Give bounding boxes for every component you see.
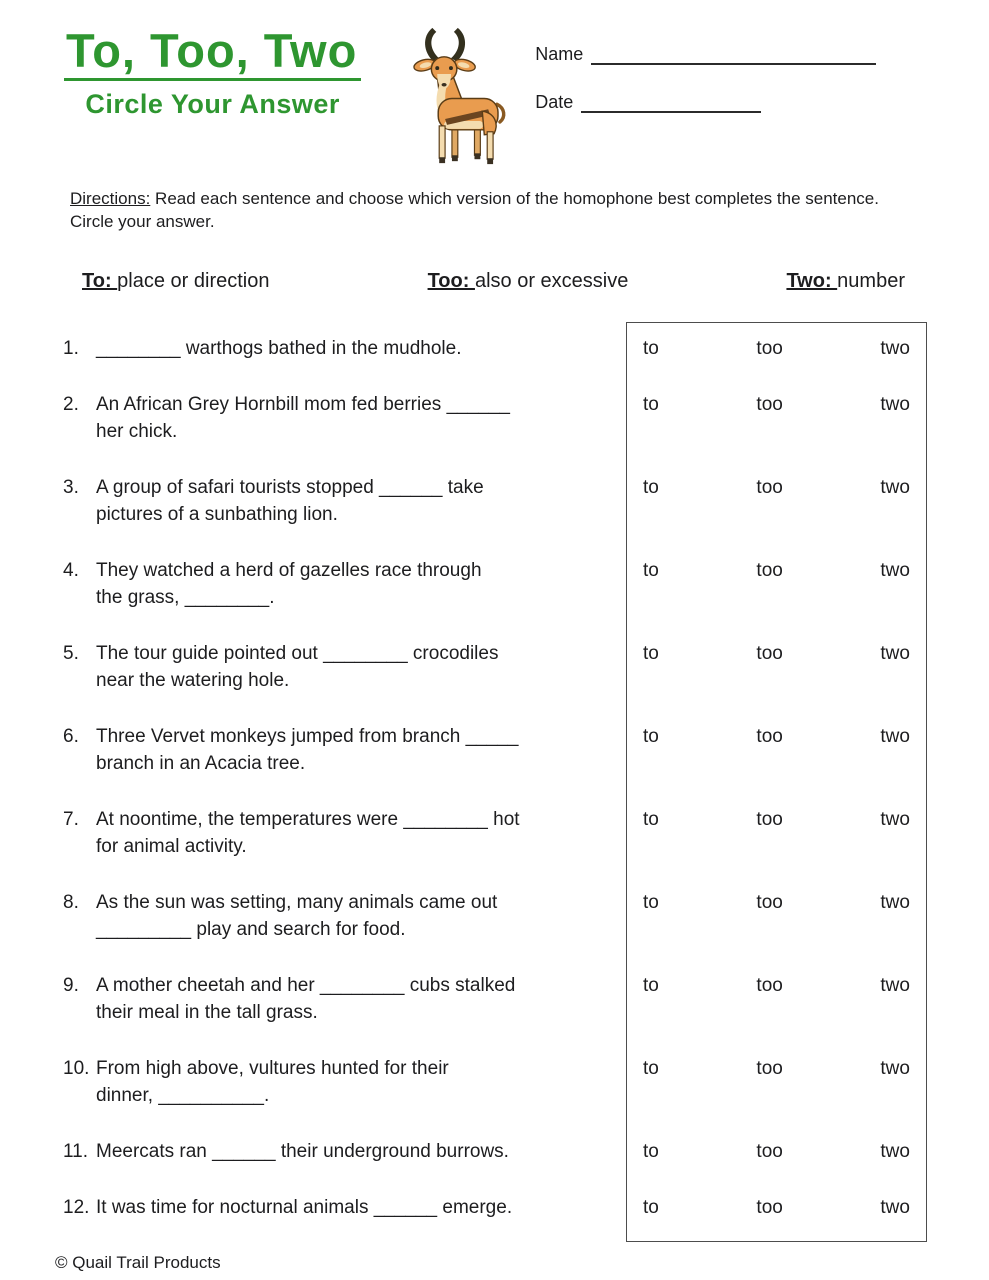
key-desc-to: place or direction: [117, 270, 270, 292]
answer-options-row-2: [626, 391, 927, 418]
answer-option-two[interactable]: two: [880, 892, 910, 913]
question-text-line: Meercats ran ______ their underground burrows.: [96, 1141, 509, 1162]
answer-options-row-4: [626, 557, 927, 584]
question-row-8: [0, 889, 989, 972]
question-row-7: [0, 806, 989, 889]
answer-option-to[interactable]: to: [643, 338, 659, 359]
question-text-line: her chick.: [96, 421, 178, 442]
question-text-line: They watched a herd of gazelles race through: [96, 560, 482, 581]
date-label: Date: [535, 92, 574, 112]
question-number: 5.: [63, 643, 79, 664]
answer-options-row-10: [626, 1055, 927, 1082]
name-label: Name: [535, 44, 584, 64]
answer-option-too[interactable]: too: [756, 1141, 783, 1162]
answer-option-too[interactable]: too: [756, 726, 783, 747]
directions-label: Directions:: [70, 189, 151, 208]
question-number: 1.: [63, 338, 79, 359]
date-row: [535, 92, 943, 113]
question-text-line: A mother cheetah and her ________ cubs stalked: [96, 975, 516, 996]
question-text-line: A group of safari tourists stopped ______ take: [96, 477, 484, 498]
answer-option-to[interactable]: to: [643, 726, 659, 747]
question-text: [96, 474, 484, 528]
question-text-line: for animal activity.: [96, 836, 247, 857]
key-item-two: [786, 270, 905, 293]
question-row-12: [0, 1194, 989, 1221]
answer-option-to[interactable]: to: [643, 1058, 659, 1079]
question-6: [0, 723, 626, 777]
question-text-line: pictures of a sunbathing lion.: [96, 504, 338, 525]
answer-options-row-1: [626, 335, 927, 362]
question-text-line: near the watering hole.: [96, 670, 290, 691]
directions-text: Read each sentence and choose which version of the homophone best completes the sentence. Circle your answer.: [70, 189, 879, 231]
question-number: 9.: [63, 975, 79, 996]
question-row-5: [0, 640, 989, 723]
key-item-to: [82, 270, 269, 293]
question-text-line: At noontime, the temperatures were ________ hot: [96, 809, 520, 830]
answer-options-row-5: [626, 640, 927, 667]
question-text: [96, 972, 515, 1026]
answer-options-row-3: [626, 474, 927, 501]
answer-option-to[interactable]: to: [643, 892, 659, 913]
question-4: [0, 557, 626, 611]
question-text-line: From high above, vultures hunted for their: [96, 1058, 449, 1079]
question-text-line: the grass, ________.: [96, 587, 275, 608]
key-term-too: Too:: [427, 270, 475, 292]
question-9: [0, 972, 626, 1026]
question-number: 11.: [63, 1141, 89, 1162]
question-row-4: [0, 557, 989, 640]
answer-options-row-12: [626, 1194, 927, 1221]
question-text: [96, 1138, 509, 1165]
question-row-1: [0, 335, 989, 391]
question-11: [0, 1138, 626, 1165]
answer-option-to[interactable]: to: [643, 477, 659, 498]
answer-option-to[interactable]: to: [643, 394, 659, 415]
question-number: 2.: [63, 394, 79, 415]
answer-option-to[interactable]: to: [643, 1141, 659, 1162]
question-row-3: [0, 474, 989, 557]
answer-option-too[interactable]: too: [756, 643, 783, 664]
answer-option-too[interactable]: too: [756, 477, 783, 498]
answer-option-to[interactable]: to: [643, 975, 659, 996]
question-10: [0, 1055, 626, 1109]
question-number: 6.: [63, 726, 79, 747]
question-text: [96, 640, 498, 694]
answer-options-row-8: [626, 889, 927, 916]
answer-option-too[interactable]: too: [756, 1058, 783, 1079]
answer-option-too[interactable]: too: [756, 809, 783, 830]
answer-option-two[interactable]: two: [880, 726, 910, 747]
homophone-key: [82, 270, 905, 293]
question-rows: [0, 335, 989, 1221]
question-row-6: [0, 723, 989, 806]
answer-option-two[interactable]: two: [880, 975, 910, 996]
answer-option-two[interactable]: two: [880, 643, 910, 664]
answer-option-two[interactable]: two: [880, 477, 910, 498]
question-text: [96, 557, 482, 611]
question-number: 12.: [63, 1197, 90, 1218]
question-12: [0, 1194, 626, 1221]
question-text-line: Three Vervet monkeys jumped from branch _____: [96, 726, 519, 747]
question-7: [0, 806, 626, 860]
question-text: [96, 723, 518, 777]
answer-option-two[interactable]: two: [880, 394, 910, 415]
question-text-line: branch in an Acacia tree.: [96, 753, 306, 774]
answer-option-too[interactable]: too: [756, 394, 783, 415]
answer-options-row-7: [626, 806, 927, 833]
answer-options-row-11: [626, 1138, 927, 1165]
question-text-line: As the sun was setting, many animals came out: [96, 892, 498, 913]
question-text-line: their meal in the tall grass.: [96, 1002, 318, 1023]
question-text-line: It was time for nocturnal animals ______ emerge.: [96, 1197, 513, 1218]
question-2: [0, 391, 626, 445]
question-number: 7.: [63, 809, 79, 830]
answer-option-to[interactable]: to: [643, 1197, 659, 1218]
name-blank-line[interactable]: [591, 45, 876, 65]
question-number: 3.: [63, 477, 79, 498]
answer-option-too[interactable]: too: [756, 1197, 783, 1218]
answer-option-two[interactable]: two: [880, 338, 910, 359]
answer-option-too[interactable]: too: [756, 892, 783, 913]
key-term-two: Two:: [786, 270, 838, 292]
question-number: 8.: [63, 892, 79, 913]
question-text: [96, 1194, 512, 1221]
question-row-10: [0, 1055, 989, 1138]
question-number: 4.: [63, 560, 79, 581]
key-desc-two: number: [837, 270, 905, 292]
question-text-line: An African Grey Hornbill mom fed berries ______: [96, 394, 510, 415]
key-item-too: [428, 270, 629, 293]
question-text: [96, 391, 510, 445]
question-text-line: The tour guide pointed out ________ crocodiles: [96, 643, 499, 664]
key-desc-too: also or excessive: [474, 270, 629, 292]
key-term-to: To:: [82, 270, 118, 292]
title-block: [64, 26, 361, 120]
name-row: [535, 44, 943, 65]
question-3: [0, 474, 626, 528]
question-row-9: [0, 972, 989, 1055]
question-text-line: ________ warthogs bathed in the mudhole.: [96, 338, 462, 359]
answer-option-to[interactable]: to: [643, 643, 659, 664]
answer-options-row-6: [626, 723, 927, 750]
question-text: [96, 1055, 449, 1109]
question-5: [0, 640, 626, 694]
question-text: [96, 335, 462, 362]
header: [0, 0, 989, 174]
answer-option-too[interactable]: too: [756, 975, 783, 996]
answer-options-row-9: [626, 972, 927, 999]
date-blank-line[interactable]: [581, 93, 761, 113]
answer-option-two[interactable]: two: [880, 560, 910, 581]
answer-option-to[interactable]: to: [643, 560, 659, 581]
gazelle-icon: [389, 24, 509, 169]
question-row-11: [0, 1138, 989, 1194]
question-8: [0, 889, 626, 943]
page-title: To, Too, Two: [64, 26, 361, 81]
question-number: 10.: [63, 1058, 90, 1079]
question-text: [96, 889, 497, 943]
answer-option-too[interactable]: too: [756, 338, 783, 359]
questions-area: [0, 335, 989, 1221]
question-text-line: dinner, __________.: [96, 1085, 270, 1106]
directions: [70, 187, 909, 233]
footer-credit: © Quail Trail Products: [55, 1253, 221, 1272]
answer-option-too[interactable]: too: [756, 560, 783, 581]
page-subtitle: Circle Your Answer: [85, 89, 340, 120]
question-row-2: [0, 391, 989, 474]
answer-option-to[interactable]: to: [643, 809, 659, 830]
answer-option-two[interactable]: two: [880, 809, 910, 830]
gazelle-illustration: [389, 24, 509, 174]
answer-option-two[interactable]: two: [880, 1058, 910, 1079]
answer-option-two[interactable]: two: [880, 1141, 910, 1162]
answer-option-two[interactable]: two: [880, 1197, 910, 1218]
question-text: [96, 806, 520, 860]
question-text-line: _________ play and search for food.: [96, 919, 406, 940]
name-date-block: [535, 26, 943, 140]
question-1: [0, 335, 626, 362]
